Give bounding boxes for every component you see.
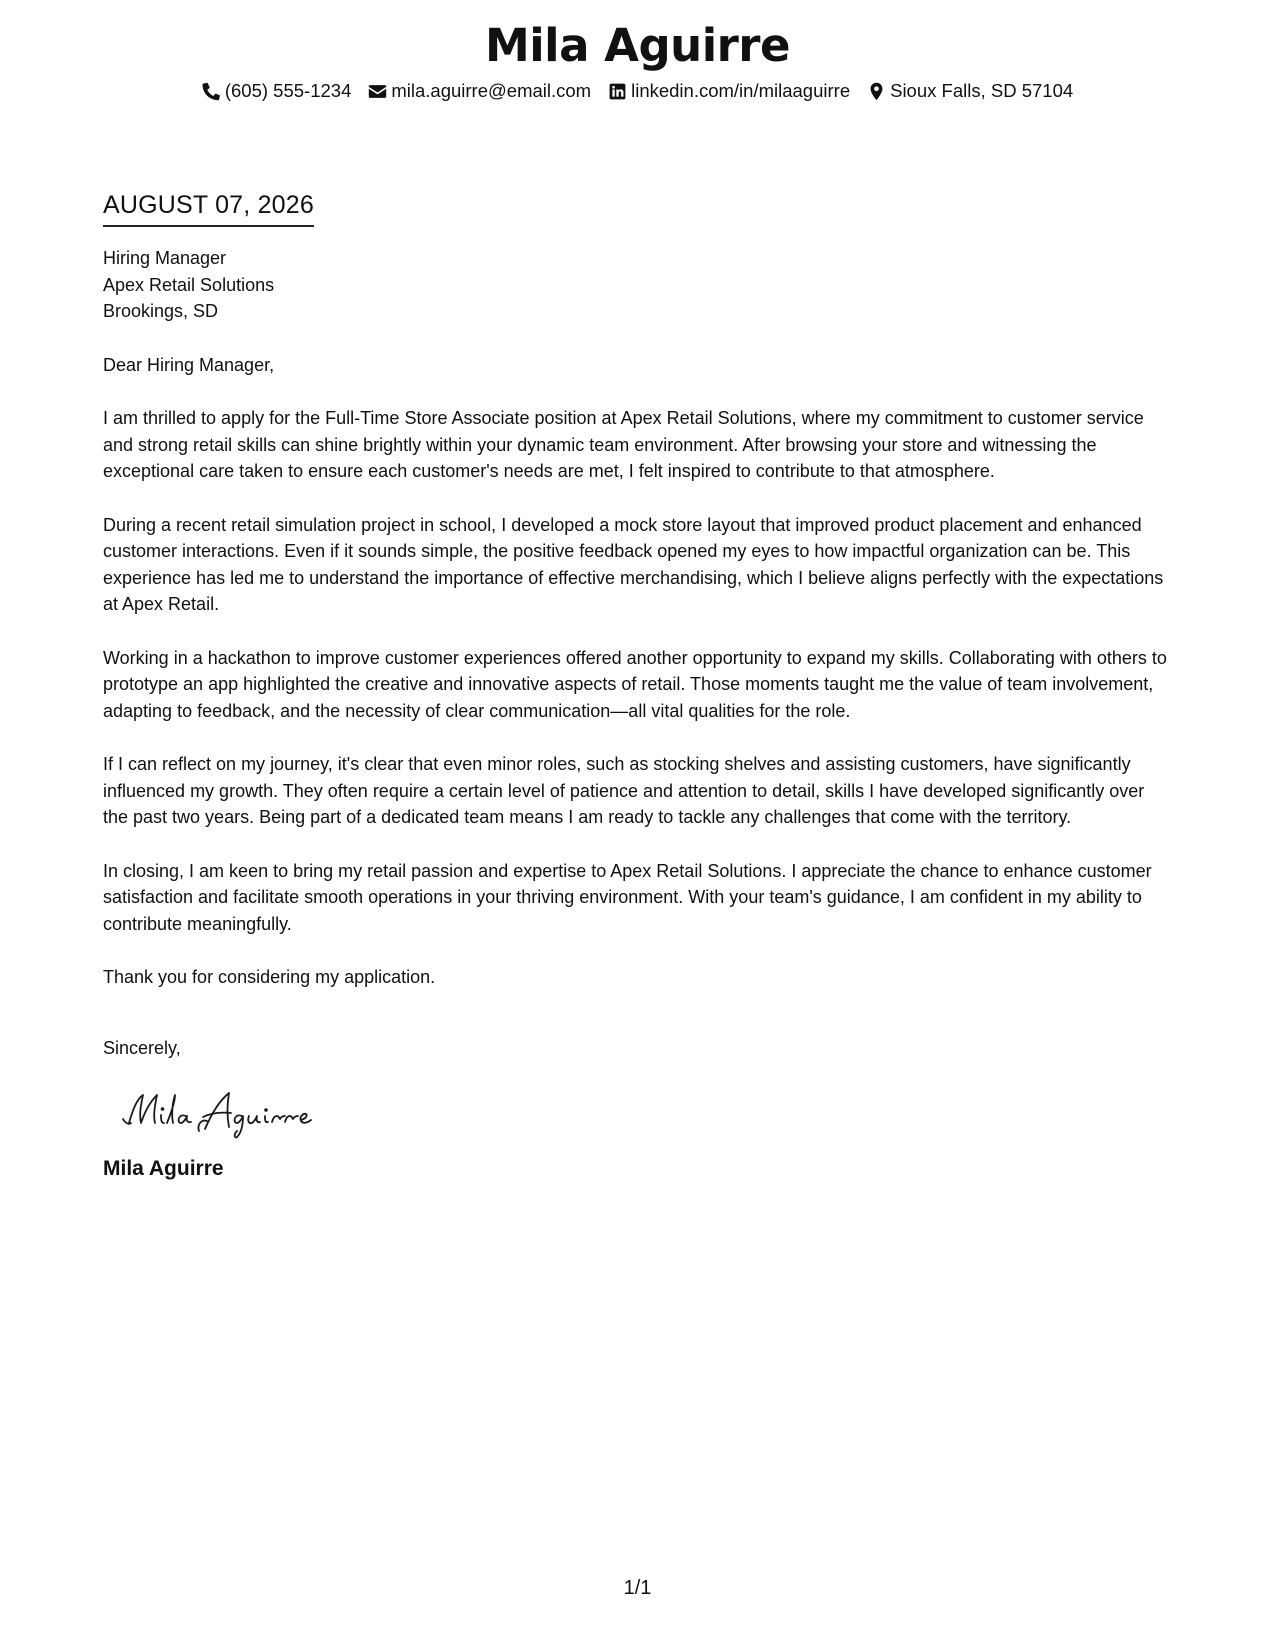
salutation: Dear Hiring Manager, [103,354,275,375]
body-paragraph: In closing, I am keen to bring my retail passion and expertise to Apex Retail Solutions. I appreciate the chance to enhance customer satisfaction and facilitate smooth operations in your thriving environment. With your team's guidance, I am confident in my ability to contribute meaningfully. [103,860,1152,934]
recipient-block [103,245,1173,325]
linkedin-text: linkedin.com/in/milaaguirre [631,80,851,101]
body-paragraph: If I can reflect on my journey, it's clear that even minor roles, such as stocking shelves and assisting customers, have significantly influenced my growth. They often require a certain level of patience and attention to detail, skills I have developed significantly over the past two years. Being part of a dedicated team means I am ready to tackle any challenges that come with the territory. [103,754,1145,827]
map-marker-icon [867,82,886,101]
linkedin-icon [608,82,627,101]
contact-phone [202,78,352,104]
email-text: mila.aguirre@email.com [391,80,592,101]
contact-linkedin [608,78,850,104]
body-paragraph: Working in a hackathon to improve customer experiences offered another opportunity to expand my skills. Collaborating with others to prototype an app highlighted the creative and innovative aspects of retail. Those moments taught me the value of team involvement, adapting to feedback, and the necessity of clear communication—all vital qualities for the role. [103,647,1167,721]
page-number: 1/1 [623,1577,652,1599]
body-paragraph: During a recent retail simulation project in school, I developed a mock store layout that improved product placement and enhanced customer interactions. Even if it sounds simple, the positive feedback opened my eyes to how impactful organization can be. This experience has led me to understand the importance of effective merchandising, which I believe aligns perfectly with the expectations at Apex Retail. [103,514,1164,614]
body-paragraph: Thank you for considering my application. [103,967,436,987]
handwritten-signature [119,1079,359,1143]
closing: Sincerely, [103,1037,181,1058]
contact-email [368,78,591,104]
phone-icon [202,82,221,101]
contact-location [867,78,1073,104]
location-text: Sioux Falls, SD 57104 [890,80,1074,101]
applicant-name: Mila Aguirre [484,19,791,72]
contact-bar [0,78,1275,104]
recipient-title: Hiring Manager [103,248,227,268]
envelope-icon [368,82,387,101]
letter-body [103,188,1173,1183]
letter-header [0,18,1275,104]
recipient-company: Apex Retail Solutions [103,274,275,295]
body-paragraph: I am thrilled to apply for the Full-Time Store Associate position at Apex Retail Solutions, where my commitment to customer service and strong retail skills can shine brightly within your dynamic team environment. After browsing your store and witnessing the exceptional care taken to ensure each customer's needs are met, I felt inspired to contribute to that atmosphere. [103,408,1144,481]
letter-date: AUGUST 07, 2026 [103,188,314,227]
phone-text: (605) 555-1234 [224,80,352,101]
recipient-location: Brookings, SD [103,301,219,321]
signer-name: Mila Aguirre [103,1157,224,1180]
